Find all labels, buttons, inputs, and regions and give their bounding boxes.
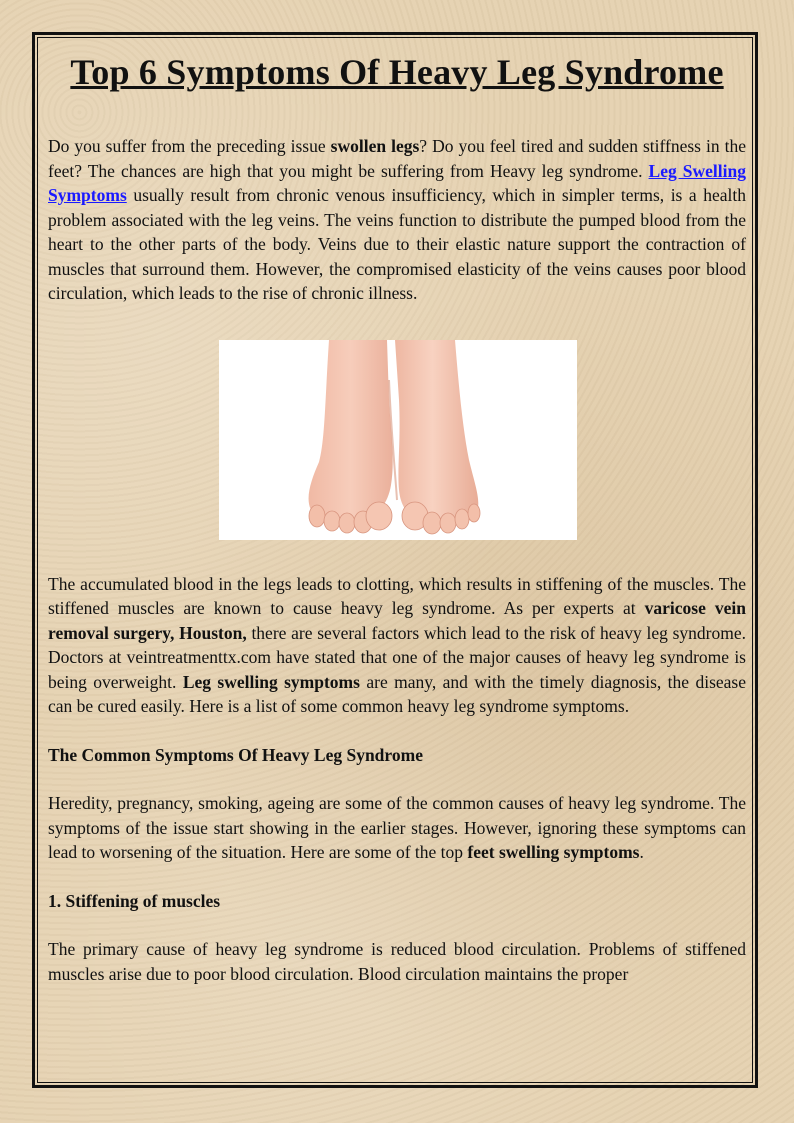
document-content xyxy=(48,44,746,986)
photo-container xyxy=(48,340,746,540)
section-heading-stiffening: 1. Stiffening of muscles xyxy=(48,890,221,911)
body-paragraph-3: Heredity, pregnancy, smoking, ageing are some of the common causes of heavy leg syndrome. The symptoms of the issue start showing in the earlier stages. However, ignoring these symptoms can lead to worsening of the situation. Here are some of the top feet swelling symptoms. xyxy=(48,793,746,862)
body-paragraph-4: The primary cause of heavy leg syndrome is reduced blood circulation. Problems of stiffened muscles arise due to poor blood circulation. Blood circulation maintains the proper xyxy=(48,939,746,984)
varicose-surgery-bold: varicose vein removal surgery, Houston, xyxy=(48,598,747,643)
feet-swelling-bold: feet swelling symptoms xyxy=(467,842,640,862)
body-paragraph-2: The accumulated blood in the legs leads to clotting, which results in stiffening of the muscles. The stiffened muscles are known to cause heavy leg syndrome. As per experts at varicose vein removal surgery, Houston, there are several factors which lead to the risk of heavy leg syndrome. Doctors at veintreatmenttx.com have stated that one of the major causes of heavy leg syndrome is being overweight. Leg swelling symptoms are many, and with the timely diagnosis, the disease can be cured easily. Here is a list of some common heavy leg syndrome symptoms. xyxy=(48,573,747,716)
swollen-feet-photo xyxy=(219,340,577,540)
leg-swelling-symptoms-link[interactable]: Leg Swelling Symptoms xyxy=(48,160,746,205)
section-heading-common-symptoms: The Common Symptoms Of Heavy Leg Syndrome xyxy=(48,744,423,765)
swollen-feet-illustration xyxy=(219,340,577,540)
leg-swelling-bold: Leg swelling symptoms xyxy=(182,671,360,692)
intro-paragraph: Do you suffer from the preceding issue swollen legs? Do you feel tired and sudden stiffness in the feet? The chances are high that you might be suffering from Heavy leg syndrome. Leg Swelling Symptoms usually result from chronic venous insufficiency, which in simpler terms, is a health problem associated with the leg veins. The veins function to distribute the pumped blood from the heart to the other parts of the body. Veins due to their elastic nature support the contraction of muscles that surround them. However, the compromised elasticity of the veins causes poor blood circulation, which leads to the rise of chronic illness. xyxy=(48,136,747,303)
document-title: Top 6 Symptoms Of Heavy Leg Syndrome xyxy=(70,52,724,92)
swollen-legs-bold: swollen legs xyxy=(330,136,420,156)
